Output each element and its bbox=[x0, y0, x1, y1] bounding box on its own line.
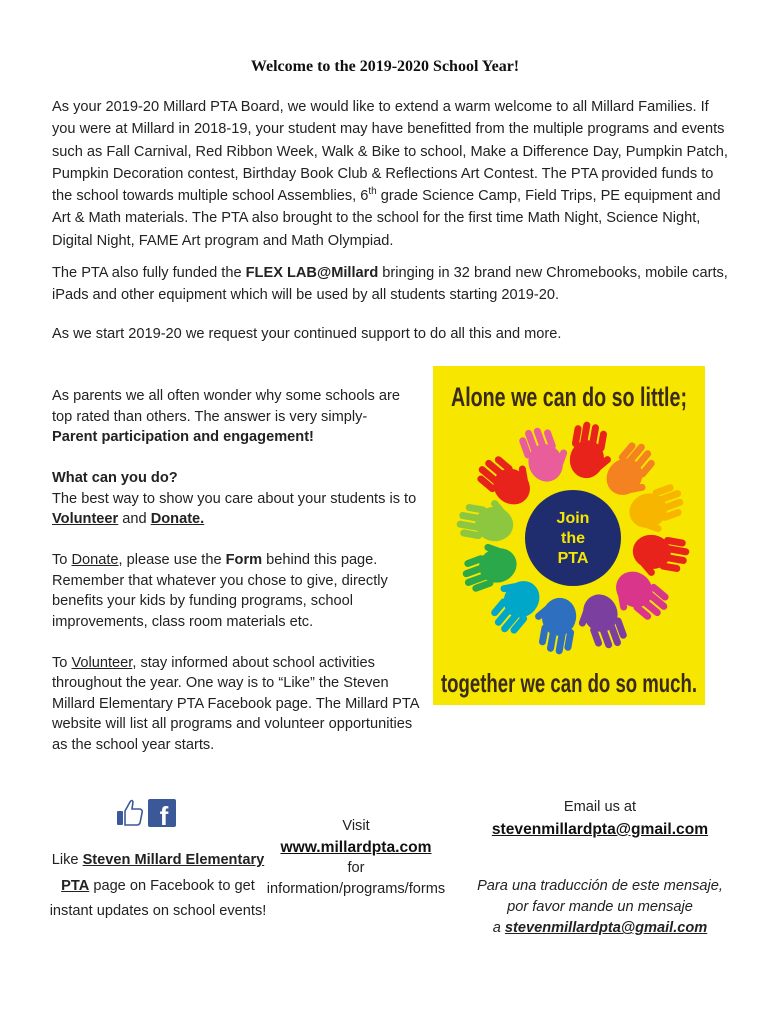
facebook-like-text bbox=[40, 848, 276, 925]
donate-to: To bbox=[52, 552, 72, 568]
donate-mid: , please use the bbox=[118, 552, 226, 568]
parents-paragraph bbox=[52, 386, 424, 448]
join-line-1: Join bbox=[556, 510, 590, 527]
volunteer-after: , stay informed about school activities throughout the year. One way is to “Like” the Steven Millard Elementary PTA Facebook page. The Millard PTA website will list all programs and volunteer opportunities as the school year starts. bbox=[52, 654, 419, 753]
volunteer-to: To bbox=[52, 654, 72, 671]
what-text: The best way to show you care about your students is to bbox=[52, 490, 417, 507]
volunteer-paragraph bbox=[52, 653, 424, 756]
volunteer-emphasis: Volunteer bbox=[52, 511, 119, 527]
flex-lab-text-a: The PTA also fully funded the bbox=[52, 265, 246, 281]
poster-bottom-text: together we can do so much. bbox=[441, 668, 697, 698]
website-block bbox=[250, 816, 462, 900]
spanish-a: a bbox=[492, 920, 505, 936]
intro-text-a: As your 2019-20 Millard PTA Board, we would like to extend a warm welcome to all Millard Families. If you were at Millard in 2018-19, your student may have benefitted from the multiple programs and events such as Fall Carnival, Red Ribbon Week, Walk & Bike to school, Make a Difference Day, Pumpkin Patch, Pumpkin Decoration contest, Birthday Book Club & Reflections Art Contest. The PTA provided funds to the school towards multiple school Assemblies, 6 bbox=[52, 99, 728, 205]
intro-superscript: th bbox=[368, 186, 377, 198]
join-line-2: the bbox=[561, 530, 585, 547]
spanish-email-link[interactable]: stevenmillardpta@gmail.com bbox=[504, 920, 708, 936]
volunteer-word: Volunteer bbox=[71, 654, 133, 671]
page-title: Welcome to the 2019-2020 School Year! bbox=[250, 58, 520, 75]
donate-paragraph bbox=[52, 550, 424, 632]
intro-text-b: grade Science Camp, Field Trips, PE equipment and Art & Math materials. The PTA also brought to the school for the first time Math Night, Science Night, Digital Night, FAME Art program and Math Olympiad. bbox=[52, 188, 721, 249]
what-and: and bbox=[118, 511, 151, 527]
svg-text:f: f bbox=[159, 801, 169, 831]
donate-after: behind this page. Remember that whatever you chose to give, directly benefits your kids by funding programs, school improvements, class room materials etc. bbox=[52, 552, 388, 630]
spanish-line-2: por favor mande un mensaje bbox=[507, 899, 693, 915]
spanish-line-3 bbox=[470, 918, 730, 939]
left-column bbox=[52, 386, 424, 776]
email-link[interactable]: stevenmillardpta@gmail.com bbox=[491, 821, 709, 838]
donate-word: Donate bbox=[71, 552, 119, 568]
form-word: Form bbox=[225, 552, 263, 568]
like-word: Like bbox=[51, 852, 83, 868]
flex-lab-text-b: bringing in 32 brand new Chromebooks, mobile carts, iPads and other equipment which will be used by all students starting 2019-20. bbox=[52, 265, 728, 304]
flex-lab-paragraph bbox=[52, 262, 732, 307]
visit-desc: information/programs/forms bbox=[266, 881, 446, 897]
parents-emphasis: Parent participation and engagement! bbox=[52, 429, 314, 445]
flex-lab-name: FLEX LAB@Millard bbox=[245, 265, 379, 281]
facebook-page-link[interactable]: Steven Millard Elementary PTA bbox=[61, 852, 265, 894]
intro-paragraph bbox=[52, 96, 732, 252]
poster-top-text: Alone we can do so little; bbox=[451, 382, 687, 412]
visit-label: Visit bbox=[342, 818, 370, 834]
parents-text: As parents we all often wonder why some schools are top rated than others. The answer is very simply- bbox=[52, 388, 400, 425]
spanish-note bbox=[470, 876, 730, 939]
join-line-3: PTA bbox=[557, 550, 589, 567]
visit-for: for bbox=[347, 860, 365, 876]
what-paragraph bbox=[52, 468, 424, 530]
like-after: page on Facebook to get instant updates on school events! bbox=[49, 877, 267, 919]
website-link[interactable]: www.millardpta.com bbox=[280, 839, 432, 856]
poster-graphic bbox=[433, 366, 705, 705]
facebook-icon bbox=[148, 799, 176, 831]
social-icons bbox=[116, 798, 178, 833]
spanish-line-1: Para una traducción de este mensaje, bbox=[477, 878, 723, 894]
email-block bbox=[470, 797, 730, 840]
email-label: Email us at bbox=[563, 799, 637, 815]
donate-emphasis: Donate. bbox=[150, 511, 205, 527]
join-pta-poster bbox=[433, 366, 705, 705]
support-paragraph: As we start 2019-20 we request your continued support to do all this and more. bbox=[52, 326, 562, 342]
what-heading: What can you do? bbox=[52, 470, 178, 486]
thumbs-up-icon bbox=[117, 801, 142, 826]
